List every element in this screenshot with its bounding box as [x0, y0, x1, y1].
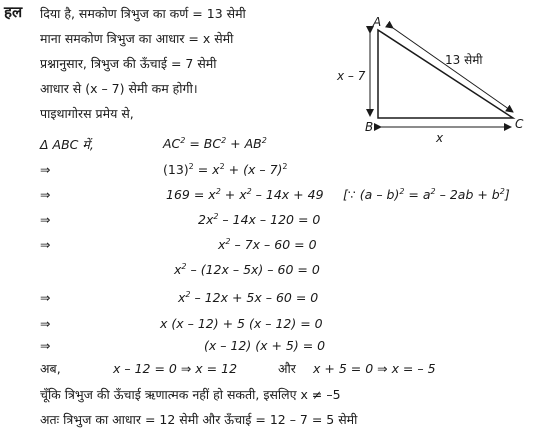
solution-heading: हल — [4, 3, 23, 21]
now-label: अब, — [40, 361, 61, 376]
root-one: x – 12 = 0 ⇒ x = 12 — [113, 361, 238, 376]
side-ac-label: 13 सेमी — [445, 53, 483, 67]
implies-symbol: ⇒ — [40, 187, 51, 202]
step-factor-group: x (x – 12) + 5 (x – 12) = 0 — [160, 316, 323, 331]
step-factored: (x – 12) (x + 5) = 0 — [204, 338, 326, 353]
implies-symbol: ⇒ — [40, 162, 51, 177]
triangle-abc-label: Δ ABC में, — [40, 137, 94, 152]
negative-height-line: चूँकि त्रिभुज की ऊँचाई ऋणात्मक नहीं हो सकती, इसलिए x ≠ –5 — [40, 387, 341, 402]
vertex-a-label: A — [373, 15, 382, 29]
vertex-c-label: C — [515, 117, 524, 131]
height-less-line: आधार से (x – 7) सेमी कम होगी। — [40, 81, 198, 96]
implies-symbol: ⇒ — [40, 212, 51, 227]
step-simplify: $2x^2 - 14x - 120 = 0$ — [198, 212, 321, 227]
step-expand: $169 = x^2 + x^2 - 14x + 49$ — [166, 187, 324, 202]
pythagoras-line: पाइथागोरस प्रमेय से, — [40, 106, 134, 121]
side-ab-label: x – 7 — [337, 69, 366, 83]
step-substitute: $(13)^2 = x^2 + (x - 7)^2$ — [163, 162, 288, 177]
step-quadratic: $x^2 - 7x - 60 = 0$ — [218, 237, 317, 252]
hypotenuse-arrow — [393, 28, 513, 112]
step-split-middle: $x^2 - (12x - 5x) - 60 = 0$ — [174, 262, 320, 277]
identity-note: [∵ $(a - b)^2 = a^2 - 2ab + b^2$] — [343, 187, 510, 202]
given-hypotenuse-line: दिया है, समकोण त्रिभुज का कर्ण = 13 सेमी — [40, 6, 246, 21]
root-two: x + 5 = 0 ⇒ x = – 5 — [313, 361, 436, 376]
final-answer-line: अतः त्रिभुज का आधार = 12 सेमी और ऊँचाई = 12 – 7 = 5 सेमी — [40, 412, 358, 427]
step-expand-split: $x^2 - 12x + 5x - 60 = 0$ — [178, 290, 319, 305]
implies-symbol: ⇒ — [40, 316, 51, 331]
triangle-shape — [378, 30, 513, 118]
side-bc-label: x — [436, 131, 444, 145]
height-condition-line: प्रश्नानुसार, त्रिभुज की ऊँचाई = 7 सेमी — [40, 56, 217, 71]
implies-symbol: ⇒ — [40, 237, 51, 252]
and-word: और — [278, 361, 296, 376]
assume-base-line: माना समकोण त्रिभुज का आधार = x सेमी — [40, 31, 234, 46]
vertex-b-label: B — [365, 120, 374, 134]
pythagoras-equation: $AC^2 = BC^2 + AB^2$ — [163, 136, 267, 151]
implies-symbol: ⇒ — [40, 338, 51, 353]
implies-symbol: ⇒ — [40, 290, 51, 305]
